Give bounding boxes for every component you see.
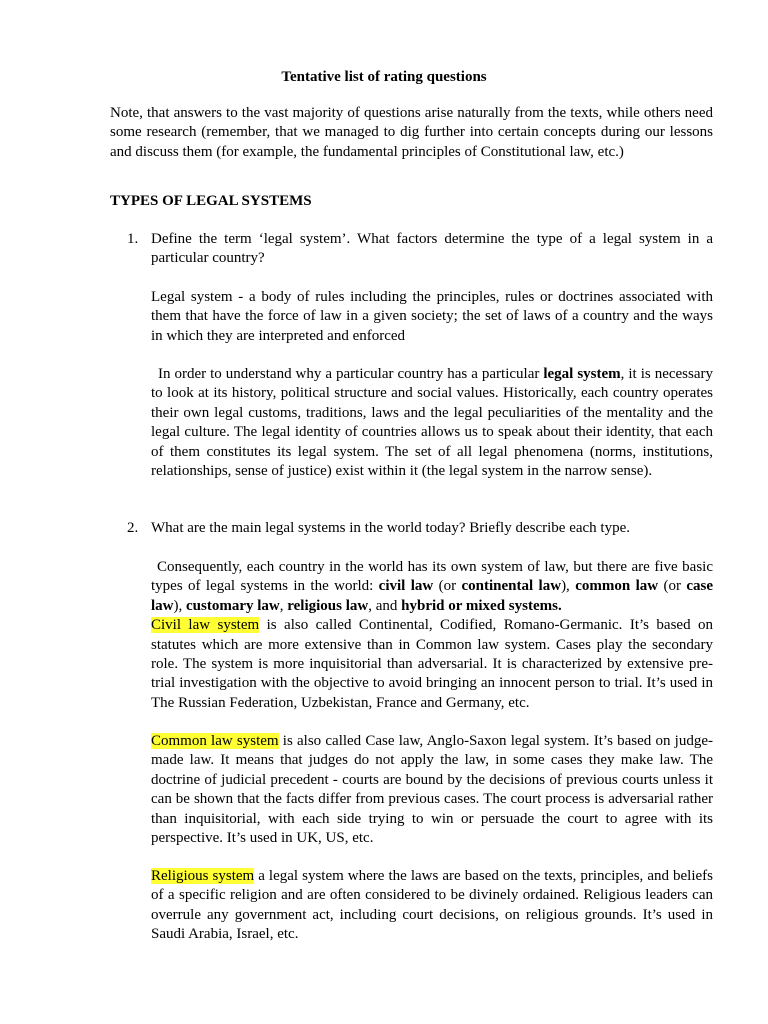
answer-text: , it is necessary to look at its history, political structure and social values. Historically, each country operates their own legal customs, traditions, laws and the legal peculiarities of the mentality and the legal culture. The legal identity of countries allows us to speak about their identity, that each of them constitutes its legal system. The set of all legal phenomena (norms, institutions, relationships, sense of justice) exist within it (the legal system in the narrow sense). <box>151 366 713 480</box>
section-heading: TYPES OF LEGAL SYSTEMS <box>110 193 312 209</box>
question-2-number: 2. <box>127 520 139 536</box>
question-1-answer-definition: Legal system - a body of rules including the principles, rules or doctrines associated with them that have the force of law in a given society; the set of laws of a country and the ways in which they are interpreted and enforced <box>151 289 713 344</box>
answer-text: In order to understand why a particular country has a particular <box>158 366 540 382</box>
highlight-religious-system: Religious system <box>151 868 255 884</box>
term-customary-law: customary law <box>186 597 280 614</box>
term-case-law: case law <box>151 578 714 614</box>
common-law-description: is also called Case law, Anglo-Saxon legal system. It’s based on judge-made law. It means that judges do not apply the law, in some cases they make law. The doctrine of judicial precedent - courts are bound by the decisions of previous courts unless it can be shown that the facts differ from previous cases. The court process is adversarial rather than inquisitorial, with each side trying to win or persuade the court to agree with its perspective. It’s used in UK, US, etc. <box>151 733 713 847</box>
term-civil-law: civil law <box>378 578 434 595</box>
common-law-paragraph <box>151 732 713 848</box>
intro-text: ), <box>561 578 570 595</box>
question-1-text: Define the term ‘legal system’. What factors determine the type of a legal system in a particular country? <box>151 231 713 267</box>
highlight-civil-law-system: Civil law system <box>151 617 260 634</box>
term-common-law: common law <box>575 578 659 595</box>
intro-text: , and <box>368 597 398 614</box>
civil-law-description: is also called Continental, Codified, Romano-Germanic. It’s based on statutes which are more extensive than in Common law system. Cases play the secondary role. The system is more inquisitorial than adversarial. It is characterized by extensive pre-trial investigation with the objective to avoid bringing an innocent person to trial. It’s used in The Russian Federation, Uzbekistan, France and Germany, etc. <box>151 617 714 711</box>
intro-text: (or <box>438 578 457 595</box>
term-hybrid-mixed: hybrid or mixed systems. <box>401 597 562 614</box>
term-religious-law: religious law <box>287 597 369 614</box>
intro-text: , <box>279 597 284 614</box>
intro-text: ), <box>173 597 183 614</box>
intro-text: Consequently, each country in the world has its own system of law, but there are five basic types of legal systems in the world: <box>151 559 713 595</box>
question-2-answer-intro <box>151 558 713 713</box>
intro-text: (or <box>663 578 681 595</box>
question-2-text: What are the main legal systems in the world today? Briefly describe each type. <box>151 520 630 536</box>
term-continental-law: continental law <box>461 578 562 595</box>
question-1-number: 1. <box>127 231 139 247</box>
intro-note: Note, that answers to the vast majority of questions arise naturally from the texts, while others need some research (remember, that we managed to dig further into certain concepts during our lessons and discuss them (for example, the fundamental principles of Constitutional law, etc.) <box>110 105 713 160</box>
religious-system-paragraph <box>151 867 713 945</box>
religious-system-description: a legal system where the laws are based on the texts, principles, and beliefs of a specific religion and are often considered to be divinely ordained. Religious leaders can overrule any government act, including court decisions, on religious grounds. It’s used in Saudi Arabia, Israel, etc. <box>151 868 713 943</box>
document-title: Tentative list of rating questions <box>281 69 487 85</box>
highlight-common-law-system: Common law system <box>151 733 279 749</box>
answer-bold-term: legal system <box>543 366 621 382</box>
question-1-answer-paragraph <box>151 365 713 481</box>
